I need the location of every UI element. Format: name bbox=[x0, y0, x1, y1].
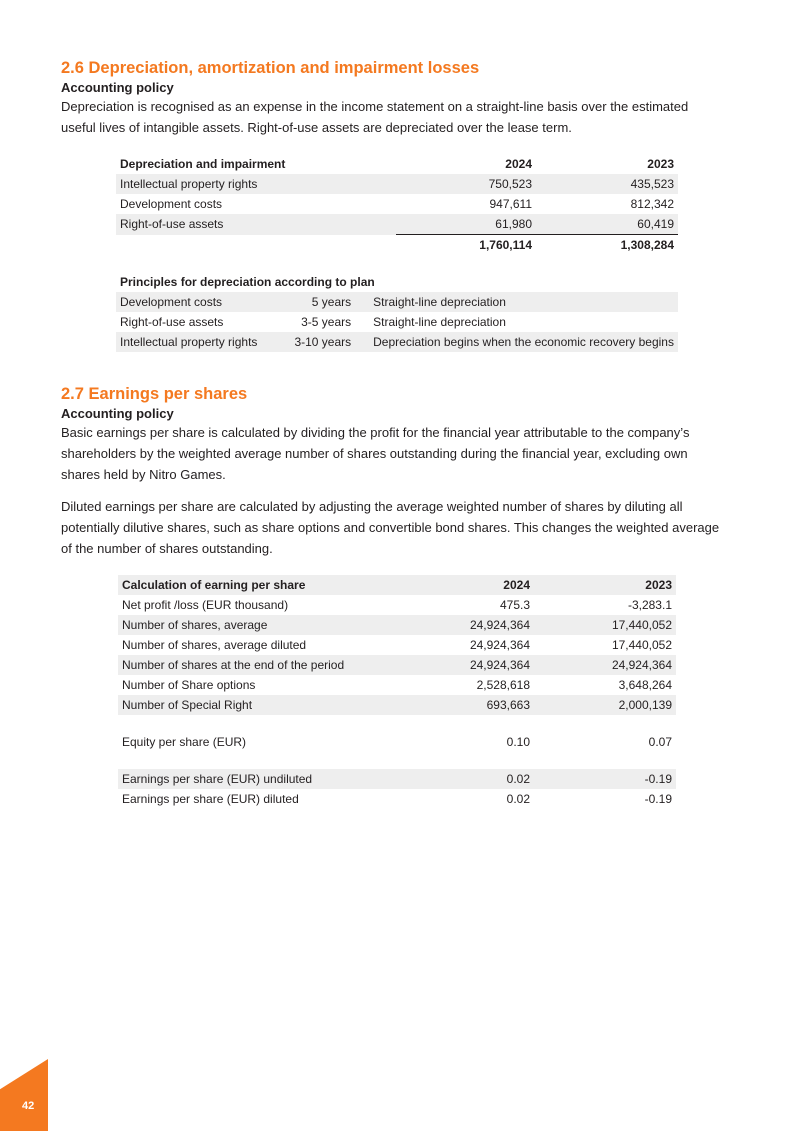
value-2024: 947,611 bbox=[489, 197, 532, 211]
value-2023: 24,924,364 bbox=[534, 655, 676, 675]
table-row bbox=[116, 174, 678, 194]
value-2023: 812,342 bbox=[630, 197, 674, 211]
principles-table bbox=[116, 272, 678, 352]
column-header: 2023 bbox=[647, 157, 674, 171]
value-2023: 0.07 bbox=[648, 735, 672, 749]
eps-policy-paragraph-2: Diluted earnings per share are calculated by adjusting the average weighted number of shares by diluting all potentially dilutive shares, such as share options and convertible bond shares. This changes the weighted average of the number of shares outstanding. bbox=[61, 499, 720, 556]
value-2024: 750,523 bbox=[396, 174, 536, 194]
table-header-row bbox=[116, 154, 678, 174]
value-2024: 475.3 bbox=[499, 598, 530, 612]
depreciation-method: Depreciation begins when the economic recovery begins bbox=[355, 332, 678, 352]
useful-life: 3-5 years bbox=[301, 315, 352, 329]
eps-diluted-row bbox=[118, 789, 676, 809]
depreciation-table bbox=[116, 154, 678, 255]
row-label: Number of Special Right bbox=[118, 695, 398, 715]
value-2023: 3,648,264 bbox=[618, 678, 672, 692]
table-row bbox=[118, 595, 676, 615]
section-title-depreciation: 2.6 Depreciation, amortization and impairment losses bbox=[61, 59, 480, 77]
eps-policy-paragraph-1: Basic earnings per share is calculated by dividing the profit for the financial year attributable to the company’s shareholders by the weighted average number of shares outstanding during the financial year, excluding own shares held by Nitro Games. bbox=[61, 425, 690, 482]
total-label bbox=[116, 235, 396, 256]
depreciation-policy-text: Depreciation is recognised as an expense in the income statement on a straight-line basis over the estimated useful lives of intangible assets. Right-of-use assets are depreciated over the lease term. bbox=[61, 99, 689, 135]
row-label: Equity per share (EUR) bbox=[122, 735, 247, 749]
table-row bbox=[116, 312, 678, 332]
row-label: Number of shares, average diluted bbox=[122, 638, 307, 652]
row-label: Number of Share options bbox=[122, 678, 256, 692]
depreciation-method: Straight-line depreciation bbox=[355, 292, 678, 312]
column-header: 2023 bbox=[534, 575, 676, 595]
value-2024: 24,924,364 bbox=[398, 655, 534, 675]
table-row bbox=[118, 655, 676, 675]
spacer-row bbox=[118, 752, 676, 769]
value-2023: -0.19 bbox=[644, 792, 672, 806]
row-label: Development costs bbox=[120, 197, 223, 211]
column-header: Depreciation and impairment bbox=[120, 157, 286, 171]
table-row bbox=[118, 675, 676, 695]
total-row bbox=[116, 235, 678, 256]
row-label: Right-of-use assets bbox=[116, 214, 396, 235]
table-row bbox=[118, 635, 676, 655]
table-row bbox=[118, 615, 676, 635]
table-header-row bbox=[116, 272, 678, 292]
row-label: Net profit /loss (EUR thousand) bbox=[122, 598, 289, 612]
accounting-policy-heading: Accounting policy bbox=[61, 80, 174, 95]
table-row bbox=[116, 194, 678, 214]
row-label: Intellectual property rights bbox=[116, 174, 396, 194]
page-corner-tab bbox=[0, 1059, 48, 1131]
value-2024: 0.10 bbox=[506, 735, 530, 749]
value-2023: -0.19 bbox=[534, 769, 676, 789]
value-2024: 0.02 bbox=[398, 769, 534, 789]
principles-heading: Principles for depreciation according to plan bbox=[120, 275, 375, 289]
value-2024: 61,980 bbox=[396, 214, 536, 235]
row-label: Number of shares at the end of the period bbox=[118, 655, 398, 675]
section-title-earnings-per-share: 2.7 Earnings per shares bbox=[61, 385, 248, 403]
value-2024: 24,924,364 bbox=[469, 638, 530, 652]
value-2023: 2,000,139 bbox=[534, 695, 676, 715]
column-header: 2024 bbox=[398, 575, 534, 595]
useful-life: 5 years bbox=[278, 292, 355, 312]
column-header: Calculation of earning per share bbox=[118, 575, 398, 595]
accounting-policy-heading: Accounting policy bbox=[61, 406, 174, 421]
asset-type: Right-of-use assets bbox=[120, 315, 224, 329]
useful-life: 3-10 years bbox=[278, 332, 355, 352]
eps-undiluted-row bbox=[118, 769, 676, 789]
value-2023: 60,419 bbox=[536, 214, 678, 235]
eps-table bbox=[118, 575, 676, 809]
value-2024: 0.02 bbox=[506, 792, 530, 806]
value-2023: 17,440,052 bbox=[611, 638, 672, 652]
row-label: Number of shares, average bbox=[118, 615, 398, 635]
table-header-row bbox=[118, 575, 676, 595]
spacer-row bbox=[118, 715, 676, 732]
row-label: Earnings per share (EUR) diluted bbox=[122, 792, 299, 806]
depreciation-method: Straight-line depreciation bbox=[373, 315, 506, 329]
value-2024: 2,528,618 bbox=[476, 678, 530, 692]
value-2023: -3,283.1 bbox=[627, 598, 672, 612]
table-row bbox=[116, 214, 678, 235]
row-label: Earnings per share (EUR) undiluted bbox=[118, 769, 398, 789]
value-2023: 17,440,052 bbox=[534, 615, 676, 635]
table-row bbox=[116, 292, 678, 312]
asset-type: Intellectual property rights bbox=[116, 332, 278, 352]
table-row bbox=[118, 695, 676, 715]
total-2023: 1,308,284 bbox=[536, 235, 678, 256]
table-row bbox=[116, 332, 678, 352]
equity-per-share-row bbox=[118, 732, 676, 752]
value-2024: 693,663 bbox=[398, 695, 534, 715]
value-2023: 435,523 bbox=[536, 174, 678, 194]
value-2024: 24,924,364 bbox=[398, 615, 534, 635]
column-header: 2024 bbox=[505, 157, 532, 171]
total-2024: 1,760,114 bbox=[396, 235, 536, 256]
asset-type: Development costs bbox=[116, 292, 278, 312]
page-number: 42 bbox=[22, 1100, 35, 1112]
